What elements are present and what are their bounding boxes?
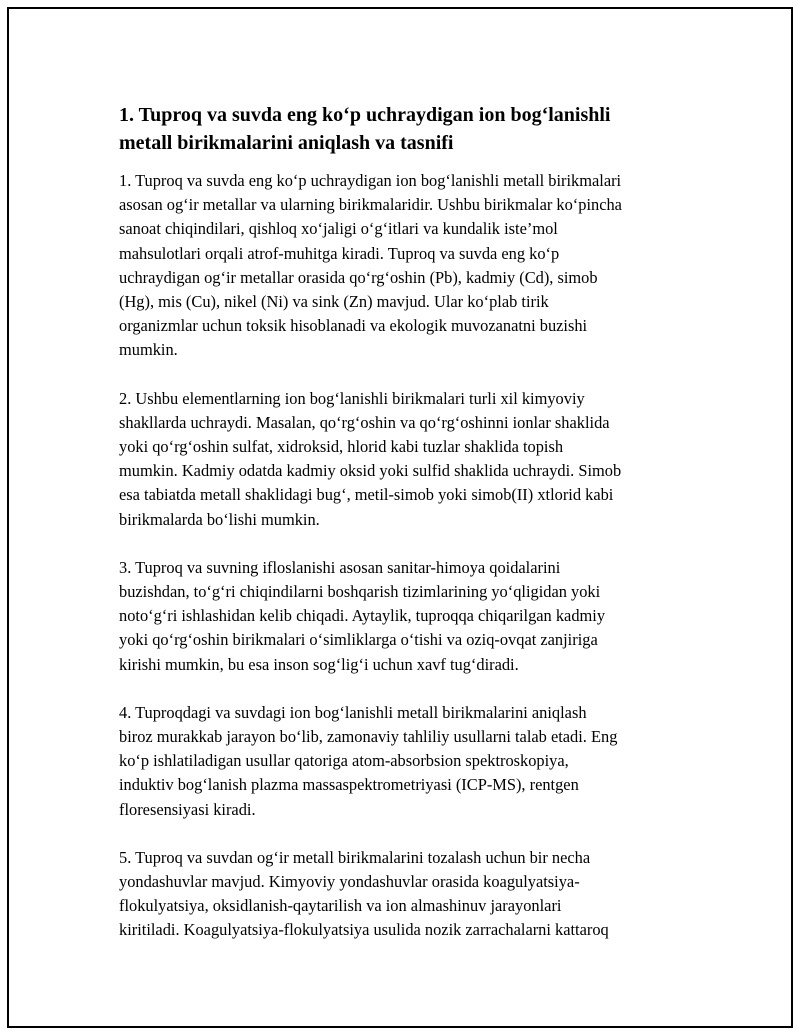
paragraph-3: 3. Tuproq va suvning ifloslanishi asosan sanitar-himoya qoidalarini buzishdan, to‘g‘ri chiqindilarni boshqarish tizimlarining yo‘qligidan yoki noto‘g‘ri ishlashidan kelib chiqadi. Aytaylik, tuproqqa chiqarilgan kadmiy yoki qo‘rg‘oshin birikmalari o‘simliklarga o‘tishi va oziq-ovqat zanjiriga kirishi mumkin, bu esa inson sog‘lig‘i uchun xavf tug‘diradi. (119, 557, 606, 674)
document-title: 1. Tuproq va suvda eng ko‘p uchraydigan ion bog‘lanishli metall birikmalarini aniqlash va tasnifi (119, 104, 611, 154)
paragraph-4: 4. Tuproqdagi va suvdagi ion bog‘lanishli metall birikmalarini aniqlash biroz murakkab jarayon bo‘lib, zamonaviy tahliliy usullarni talab etadi. Eng ko‘p ishlatiladigan usullar qatoriga atom-absorbsion spektroskopiya, induktiv bog‘lanish plazma massaspektrometriyasi (ICP-MS), rentgen floresensiyasi kiradi. (119, 702, 618, 819)
paragraph-5: 5. Tuproq va suvdan og‘ir metall birikmalarini tozalash uchun bir necha yondashuvlar mavjud. Kimyoviy yondashuvlar orasida koagulyatsiya- flokulyatsiya, oksidlanish-qaytarilish va ion almashinuv jarayonlari kiritiladi. Koagulyatsiya-flokulyatsiya usulida nozik zarrachalarni kattaroq (119, 847, 609, 940)
paragraph-1: 1. Tuproq va suvda eng ko‘p uchraydigan ion bog‘lanishli metall birikmalari asosan og‘ir metallar va ularning birikmalaridir. Ushbu birikmalar ko‘pincha sanoat chiqindilari, qishloq xo‘jaligi o‘g‘itlari va kundalik iste’mol mahsulotlari orqali atrof-muhitga kiradi. Tuproq va suvda eng ko‘p uchraydigan og‘ir metallar orasida qo‘rg‘oshin (Pb), kadmiy (Cd), simob (Hg), mis (Cu), nikel (Ni) va sink (Zn) mavjud. Ular ko‘plab tirik organizmlar uchun toksik hisoblanadi va ekologik muvozanatni buzishi mumkin. (119, 171, 622, 360)
document-body (119, 101, 699, 967)
paragraph-2: 2. Ushbu elementlarning ion bog‘lanishli birikmalari turli xil kimyoviy shakllarda uchraydi. Masalan, qo‘rg‘oshin va qo‘rg‘oshinni ionlar shaklida yoki qo‘rg‘oshin sulfat, xidroksid, hlorid kabi tuzlar shaklida topish mumkin. Kadmiy odatda kadmiy oksid yoki sulfid shaklida uchraydi. Simob esa tabiatda metall shaklidagi bug‘, metil-simob yoki simob(II) xtlorid kabi birikmalarda bo‘lishi mumkin. (119, 388, 622, 529)
page-frame (7, 7, 793, 1028)
